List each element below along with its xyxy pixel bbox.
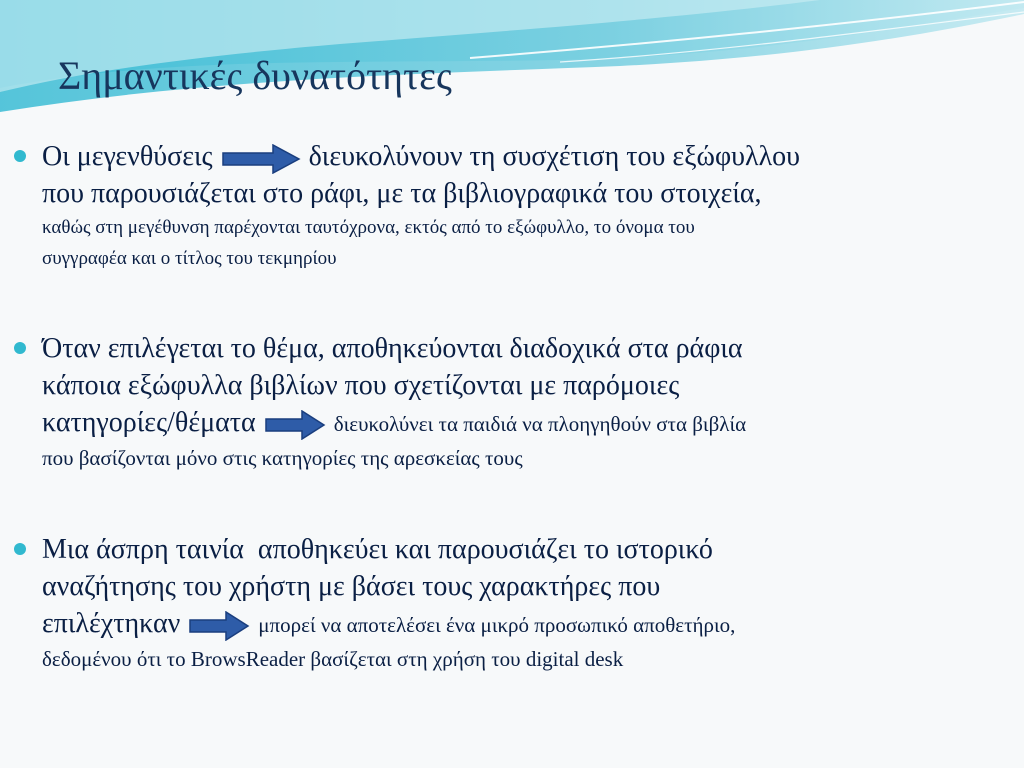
bullet-2-lead: κατηγορίες/θέματα xyxy=(42,407,256,438)
bullet-2-line-3 xyxy=(42,404,746,443)
bullet-3-lead: επιλέχτηκαν xyxy=(42,608,181,639)
bullet-1-line-2: που παρουσιάζεται στο ράφι, με τα βιβλιογραφικά του στοιχεία, xyxy=(42,178,762,209)
bullet-dot-icon xyxy=(14,543,26,555)
bullet-1-tail: διευκολύνουν τη συσχέτιση του εξώφυλλου xyxy=(308,141,801,172)
bullet-3-line-1: Μια άσπρη ταινία αποθηκεύει και παρουσιάζει το ιστορικό xyxy=(42,534,713,565)
slide-title: Σημαντικές δυνατότητες xyxy=(58,53,452,98)
bullet-2-tail: διευκολύνει τα παιδιά να πλοηγηθούν στα βιβλία xyxy=(333,412,747,436)
bullet-3 xyxy=(42,531,735,674)
bullet-3-line-4: δεδομένου ότι το BrowsReader βασίζεται στη χρήση του digital desk xyxy=(42,647,624,671)
bullet-1 xyxy=(42,138,800,274)
right-arrow-icon xyxy=(264,410,326,440)
bullet-2 xyxy=(42,330,746,473)
bullet-2-line-2: κάποια εξώφυλλα βιβλίων που σχετίζονται με παρόμοιες xyxy=(42,370,680,401)
bullet-3-tail: μπορεί να αποτελέσει ένα μικρό προσωπικό αποθετήριο, xyxy=(258,613,736,637)
bullet-2-line-4: που βασίζονται μόνο στις κατηγορίες της αρεσκείας τους xyxy=(42,446,523,470)
right-arrow-icon xyxy=(188,611,250,641)
bullet-1-lead: Οι μεγενθύσεις xyxy=(42,141,213,172)
bullet-1-line-4: συγγραφέα και ο τίτλος του τεκμηρίου xyxy=(42,248,337,269)
bullet-3-line-3 xyxy=(42,605,735,644)
bullet-3-line-2: αναζήτησης του χρήστη με βάσει τους χαρακτήρες που xyxy=(42,571,661,602)
bullet-2-line-1: Όταν επιλέγεται το θέμα, αποθηκεύονται διαδοχικά στα ράφια xyxy=(42,333,743,364)
bullet-1-line-3: καθώς στη μεγέθυνση παρέχονται ταυτόχρονα, εκτός από το εξώφυλλο, το όνομα του xyxy=(42,217,695,238)
bullet-dot-icon xyxy=(14,342,26,354)
bullet-dot-icon xyxy=(14,150,26,162)
bullet-1-line-1 xyxy=(42,138,800,175)
right-arrow-icon xyxy=(221,144,301,174)
